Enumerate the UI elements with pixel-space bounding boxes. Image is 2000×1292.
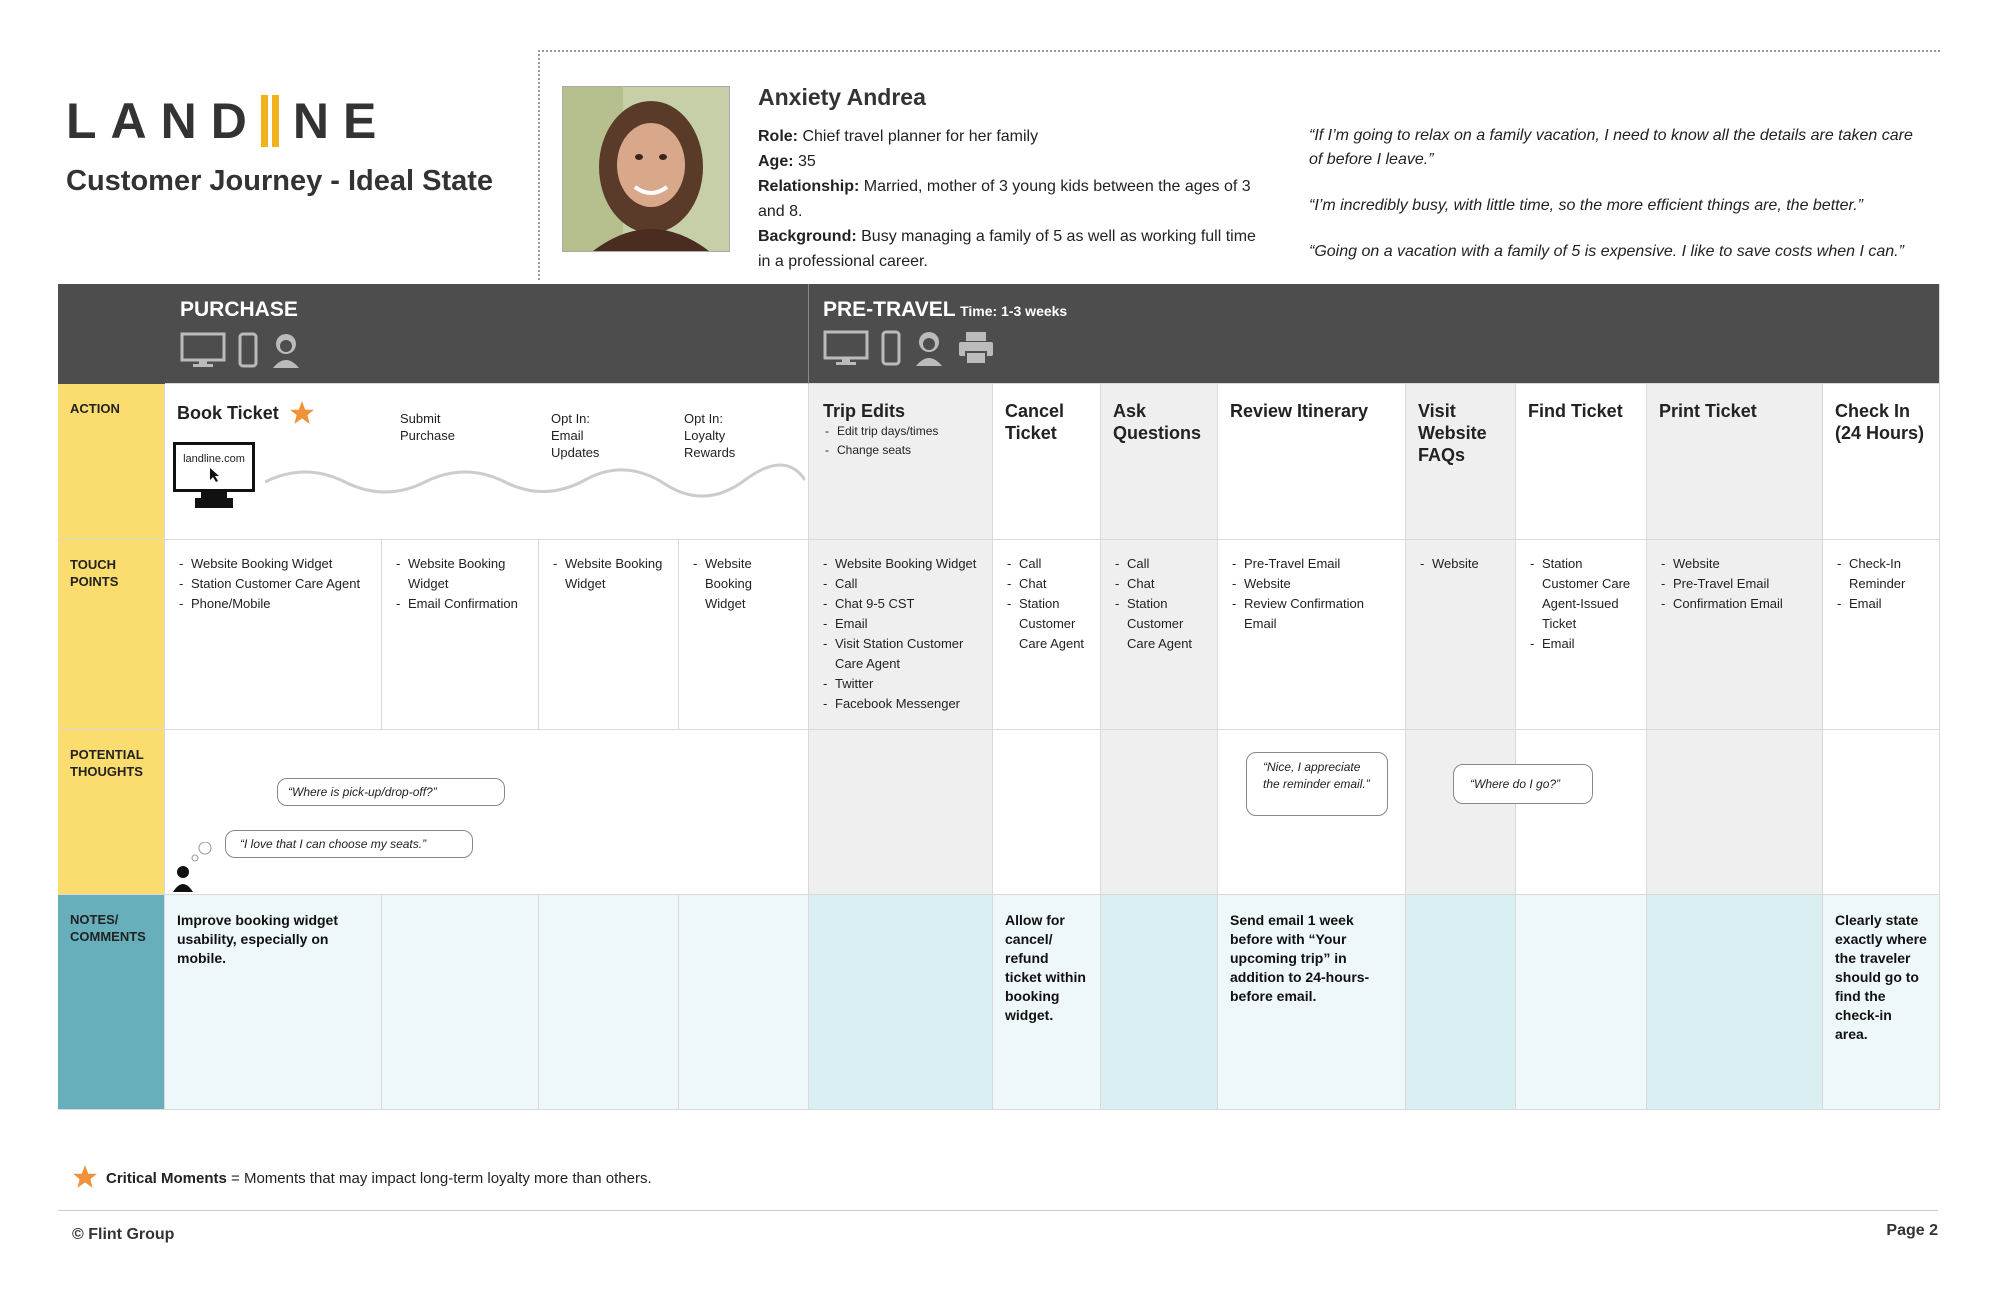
action-submit-purchase: Submit Purchase: [400, 411, 455, 443]
channel-icons: [180, 332, 793, 368]
action-check-in: Check In (24 Hours): [1823, 384, 1940, 540]
phase-pretravel: [809, 284, 1940, 384]
action-cancel-ticket: Cancel Ticket: [993, 384, 1101, 540]
touchpoint: - Pre-Travel Email: [1230, 554, 1393, 574]
row-label-action: ACTION: [58, 384, 165, 540]
persona-role: [758, 124, 1268, 149]
action-ask-questions: Ask Questions: [1101, 384, 1218, 540]
touchpoint: - Website Booking Widget: [551, 554, 666, 594]
touchpoints-cell: [1823, 540, 1940, 730]
touchpoint: - Facebook Messenger: [821, 694, 980, 714]
note-cell: Allow for cancel/ refund ticket within booking widget.: [993, 895, 1101, 1110]
touchpoint: - Email: [821, 614, 980, 634]
website-label: landline.com: [183, 453, 245, 465]
touchpoint: - Review Confirmation Email: [1230, 594, 1393, 634]
persona-photo: [562, 86, 730, 252]
legend-title: Critical Moments: [106, 1170, 227, 1187]
thoughts-cell: [1406, 730, 1516, 895]
note-cell: Send email 1 week before with “Your upcoming trip” in addition to 24-hours-before email.: [1218, 895, 1406, 1110]
thought-bubble: “Nice, I appreciate the reminder email.”: [1246, 752, 1388, 816]
touchpoint: - Website: [1230, 574, 1393, 594]
touchpoint: - Website Booking Widget: [177, 554, 369, 574]
touchpoint: - Chat: [1005, 574, 1088, 594]
background-label: Background:: [758, 228, 857, 245]
row-label-thoughts: POTENTIAL THOUGHTS: [58, 730, 165, 895]
touchpoint: - Website: [1659, 554, 1810, 574]
logo-bar: [261, 95, 268, 147]
person-thinking-icon: [173, 842, 213, 894]
touchpoints-cell: [165, 540, 382, 730]
touchpoints-cell: [1101, 540, 1218, 730]
landline-logo: [66, 92, 390, 150]
footer-page-number: Page 2: [1886, 1222, 1938, 1239]
touchpoints-cell: [1516, 540, 1647, 730]
legend-star-icon: [72, 1164, 98, 1190]
action-find-ticket: Find Ticket: [1516, 384, 1647, 540]
action-optin-loyalty: Opt In: Loyalty Rewards: [684, 411, 736, 460]
role-label: Role:: [758, 128, 798, 145]
age-label: Age:: [758, 153, 794, 170]
thought-bubble: “Where is pick-up/drop-off?”: [277, 778, 505, 806]
monitor-base-icon: [195, 498, 233, 508]
legend-text: = Moments that may impact long-term loyalty more than others.: [226, 1170, 652, 1187]
touchpoint: - Email Confirmation: [394, 594, 526, 614]
action-subitem: - Change seats: [823, 441, 978, 460]
persona-quote: “Going on a vacation with a family of 5 is expensive. I like to save costs when I can.”: [1309, 243, 1904, 260]
desktop-icon: [180, 332, 226, 368]
journey-path-line: [265, 462, 805, 502]
touchpoints-cell: [1647, 540, 1823, 730]
touchpoint: - Visit Station Customer Care Agent: [821, 634, 980, 674]
touchpoints-cell: [1218, 540, 1406, 730]
action-visit-faqs: Visit Website FAQs: [1406, 384, 1516, 540]
touchpoints-cell: [809, 540, 993, 730]
thought-bubble: “I love that I can choose my seats.”: [225, 830, 473, 858]
website-monitor-icon: [173, 442, 255, 492]
cursor-icon: [208, 467, 224, 483]
touchpoint: - Confirmation Email: [1659, 594, 1810, 614]
note-cell: [679, 895, 809, 1110]
touchpoints-cell: [539, 540, 679, 730]
touchpoint: - Call: [1005, 554, 1088, 574]
touchpoint: - Twitter: [821, 674, 980, 694]
persona-age: [758, 149, 1268, 174]
note-cell: Improve booking widget usability, especially on mobile.: [165, 895, 382, 1110]
relationship-value: Married, mother of 3 young kids between the ages of 3 and 8.: [758, 178, 1251, 220]
channel-icons: [823, 330, 1925, 366]
phase-time: Time: 1-3 weeks: [960, 303, 1068, 319]
touchpoint: - Phone/Mobile: [177, 594, 369, 614]
touchpoint: - Chat: [1113, 574, 1205, 594]
action-title: Trip Edits: [823, 401, 906, 421]
persona-name: Anxiety Andrea: [758, 84, 926, 110]
role-value: Chief travel planner for her family: [798, 128, 1039, 145]
note-cell: [539, 895, 679, 1110]
thoughts-cell: [1101, 730, 1218, 895]
footer-copyright: © Flint Group: [72, 1226, 175, 1243]
critical-moment-star-icon: [289, 400, 315, 426]
phase-purchase: [165, 284, 809, 384]
agent-icon: [913, 330, 945, 366]
touchpoint: - Pre-Travel Email: [1659, 574, 1810, 594]
logo-text-end: NE: [292, 93, 391, 149]
action-subitem: - Edit trip days/times: [823, 422, 978, 441]
footer-divider: [58, 1210, 1938, 1211]
touchpoint: - Check-In Reminder: [1835, 554, 1927, 594]
legend: [106, 1170, 652, 1187]
thoughts-cell: [1516, 730, 1647, 895]
touchpoint: - Call: [821, 574, 980, 594]
note-cell: [1406, 895, 1516, 1110]
touchpoint: - Station Customer Care Agent-Issued Ticket: [1528, 554, 1634, 634]
printer-icon: [957, 330, 995, 366]
persona-relationship: [758, 174, 1268, 224]
persona-photo-image: [563, 87, 729, 251]
age-value: 35: [793, 153, 816, 170]
mobile-icon: [238, 332, 258, 368]
action-optin-email: Opt In: Email Updates: [551, 411, 600, 460]
thoughts-cell: [1218, 730, 1406, 895]
relationship-label: Relationship:: [758, 178, 860, 195]
touchpoint: - Station Customer Care Agent: [1005, 594, 1088, 654]
row-label-notes: NOTES/ COMMENTS: [58, 895, 165, 1110]
logo-text-start: LAND: [66, 93, 261, 149]
note-cell: [1101, 895, 1218, 1110]
thoughts-cell: [993, 730, 1101, 895]
thoughts-cell: [809, 730, 993, 895]
page-title: Customer Journey - Ideal State: [66, 165, 494, 197]
touchpoint: - Website: [1418, 554, 1503, 574]
desktop-icon: [823, 330, 869, 366]
touchpoint: - Website Booking Widget: [394, 554, 526, 594]
note-cell: [1647, 895, 1823, 1110]
touchpoint: - Email: [1528, 634, 1634, 654]
touchpoint: - Website Booking Widget: [821, 554, 980, 574]
note-cell: [1516, 895, 1647, 1110]
touchpoint: - Chat 9-5 CST: [821, 594, 980, 614]
mobile-icon: [881, 330, 901, 366]
persona-background: [758, 224, 1268, 274]
note-cell: Clearly state exactly where the traveler should go to find the check-in area.: [1823, 895, 1940, 1110]
background-value: Busy managing a family of 5 as well as working full time in a professional career.: [758, 228, 1256, 270]
note-cell: [382, 895, 539, 1110]
touchpoint: - Website Booking Widget: [691, 554, 796, 614]
thoughts-cell: [1823, 730, 1940, 895]
journey-map: [58, 284, 1940, 1110]
touchpoints-cell: [382, 540, 539, 730]
touchpoint: - Email: [1835, 594, 1927, 614]
persona-quote: “If I’m going to relax on a family vacation, I need to know all the details are taken care of before I leave.”: [1309, 127, 1913, 168]
thoughts-cell: [1647, 730, 1823, 895]
persona-info: [758, 124, 1268, 274]
action-print-ticket: Print Ticket: [1647, 384, 1823, 540]
touchpoint: - Station Customer Care Agent: [177, 574, 369, 594]
agent-icon: [270, 332, 302, 368]
action-title: Book Ticket: [177, 403, 279, 423]
phase-title: PURCHASE: [180, 298, 298, 321]
touchpoint: - Station Customer Care Agent: [1113, 594, 1205, 654]
touchpoints-cell: [679, 540, 809, 730]
thoughts-purchase: [165, 730, 809, 895]
persona-quote: “I’m incredibly busy, with little time, so the more efficient things are, the better.”: [1309, 197, 1863, 214]
action-review-itinerary: Review Itinerary: [1218, 384, 1406, 540]
logo-bar: [272, 95, 279, 147]
note-cell: [809, 895, 993, 1110]
phase-title: PRE-TRAVEL: [823, 298, 956, 321]
touchpoints-cell: [993, 540, 1101, 730]
purchase-actions: [165, 384, 809, 540]
action-subitems: [823, 422, 978, 460]
action-trip-edits: [809, 384, 993, 540]
row-label-touchpoints: TOUCH POINTS: [58, 540, 165, 730]
thought-bubble: “Where do I go?”: [1453, 764, 1593, 804]
touchpoints-cell: [1406, 540, 1516, 730]
touchpoint: - Call: [1113, 554, 1205, 574]
header-corner: [58, 284, 165, 384]
